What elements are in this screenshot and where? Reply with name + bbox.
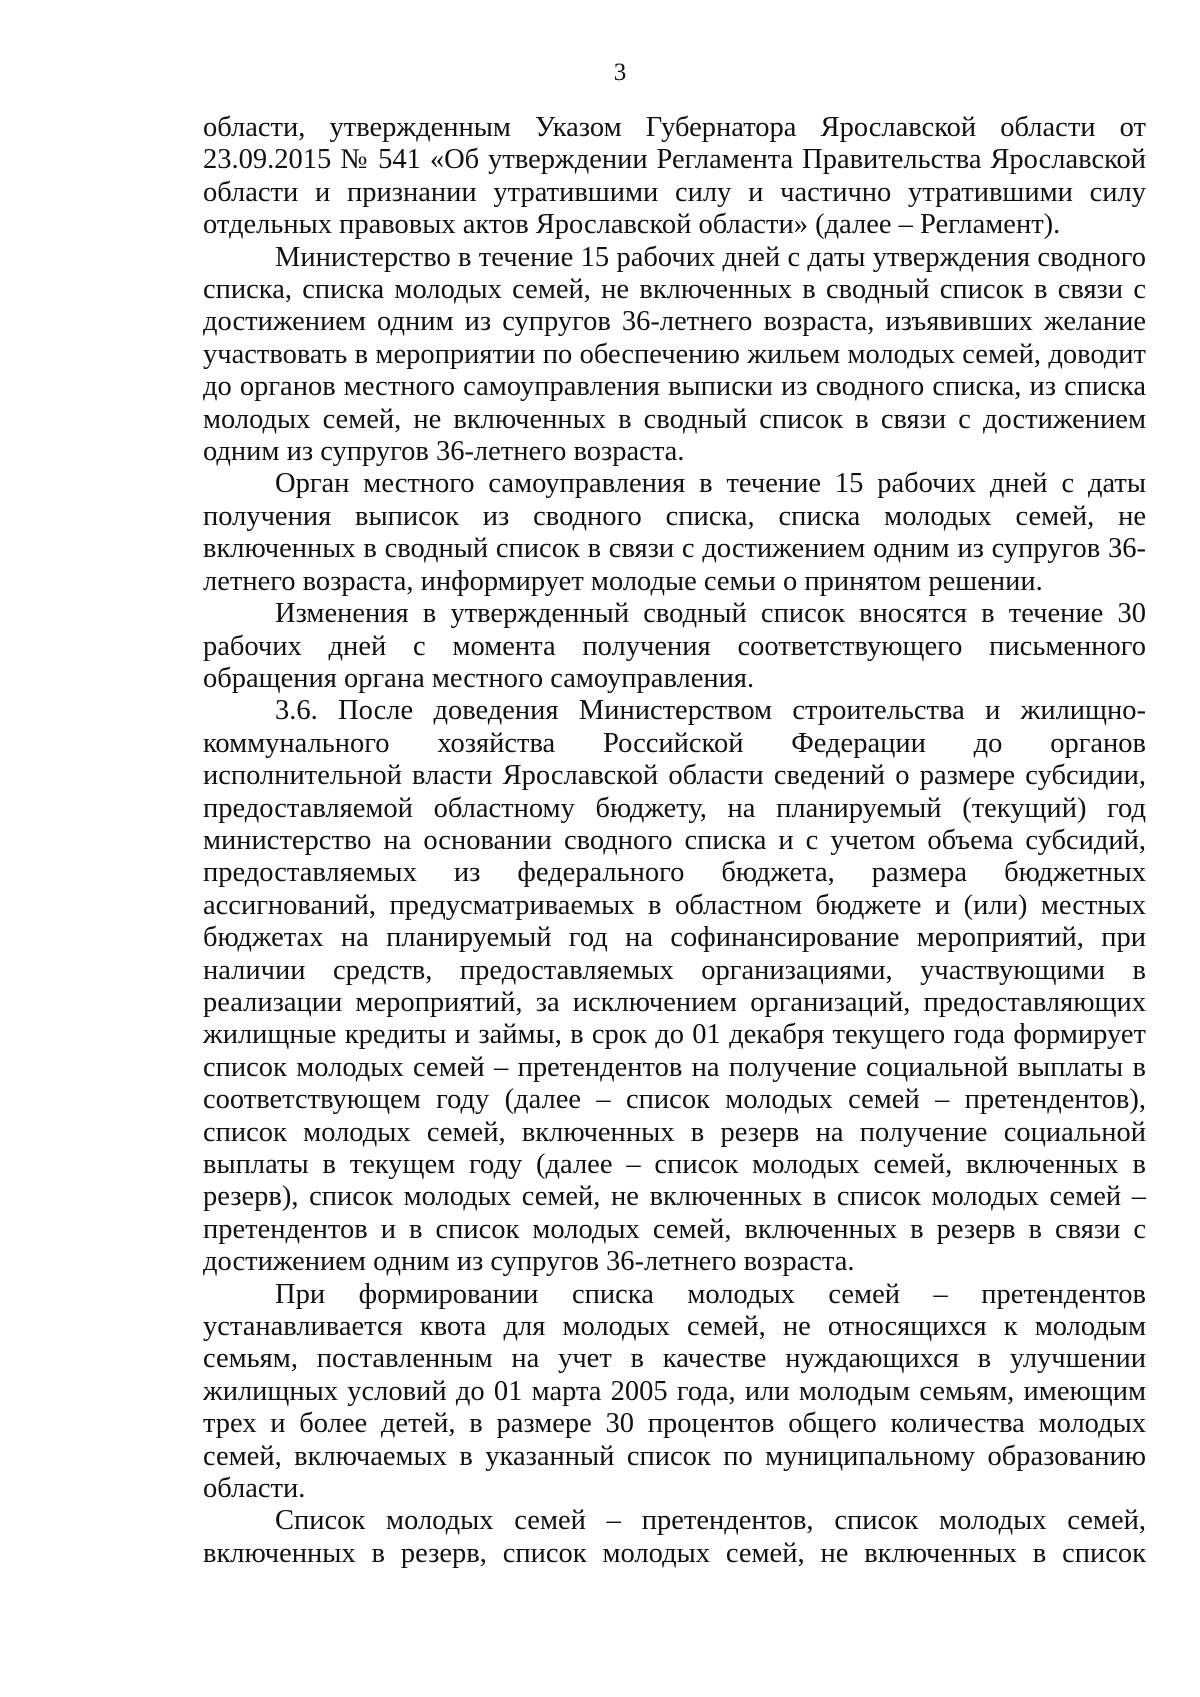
paragraph-changes: Изменения в утвержденный сводный список вносятся в течение 30 рабочих дней с момента получения соответствующего письменного обращения органа местного самоуправления. — [203, 598, 1146, 694]
document-body — [203, 112, 1146, 1570]
paragraph-ministry-deadline: Министерство в течение 15 рабочих дней с даты утверждения сводного списка, списка молодых семей, не включенных в сводный список в связи с достижением одним из супругов 36-летнего возраста, изъявивших желание участвовать в мероприятии по обеспечению жильем молодых семей, доводит до органов местного самоуправления выписки из сводного списка, из списка молодых семей, не включенных в сводный список в связи с достижением одним из супругов 36-летнего возраста. — [203, 241, 1146, 468]
paragraph-continuation: области, утвержденным Указом Губернатора Ярославской области от 23.09.2015 № 541 «Об утверждении Регламента Правительства Ярославской области и признании утратившими силу и частично утратившими силу отдельных правовых актов Ярославской области» (далее – Регламент). — [203, 112, 1146, 241]
paragraph-lists-continued: Список молодых семей – претендентов, список молодых семей, включенных в резерв, список молодых семей, не включенных в список — [203, 1505, 1146, 1569]
paragraph-section-3-6: 3.6. После доведения Министерством строительства и жилищно-коммунального хозяйства Российской Федерации до органов исполнительной власти Ярославской области сведений о размере субсидии, предоставляемой областному бюджету, на планируемый (текущий) год министерство на основании сводного списка и с учетом объема субсидий, предоставляемых из федерального бюджета, размера бюджетных ассигнований, предусматриваемых в областном бюджете и (или) местных бюджетах на планируемый год на софинансирование мероприятий, при наличии средств, предоставляемых организациями, участвующими в реализации мероприятий, за исключением организаций, предоставляющих жилищные кредиты и займы, в срок до 01 декабря текущего года формирует список молодых семей – претендентов на получение социальной выплаты в соответствующем году (далее – список молодых семей – претендентов), список молодых семей, включенных в резерв на получение социальной выплаты в текущем году (далее – список молодых семей, включенных в резерв), список молодых семей, не включенных в список молодых семей – претендентов и в список молодых семей, включенных в резерв в связи с достижением одним из супругов 36-летнего возраста. — [203, 695, 1146, 1278]
paragraph-local-authority: Орган местного самоуправления в течение 15 рабочих дней с даты получения выписок из сводного списка, списка молодых семей, не включенных в сводный список в связи с достижением одним из супругов 36-летнего возраста, информирует молодые семьи о принятом решении. — [203, 468, 1146, 597]
paragraph-quota: При формировании списка молодых семей – претендентов устанавливается квота для молодых семей, не относящихся к молодым семьям, поставленным на учет в качестве нуждающихся в улучшении жилищных условий до 01 марта 2005 года, или молодым семьям, имеющим трех и более детей, в размере 30 процентов общего количества молодых семей, включаемых в указанный список по муниципальному образованию области. — [203, 1278, 1146, 1505]
page-number: 3 — [613, 59, 627, 86]
